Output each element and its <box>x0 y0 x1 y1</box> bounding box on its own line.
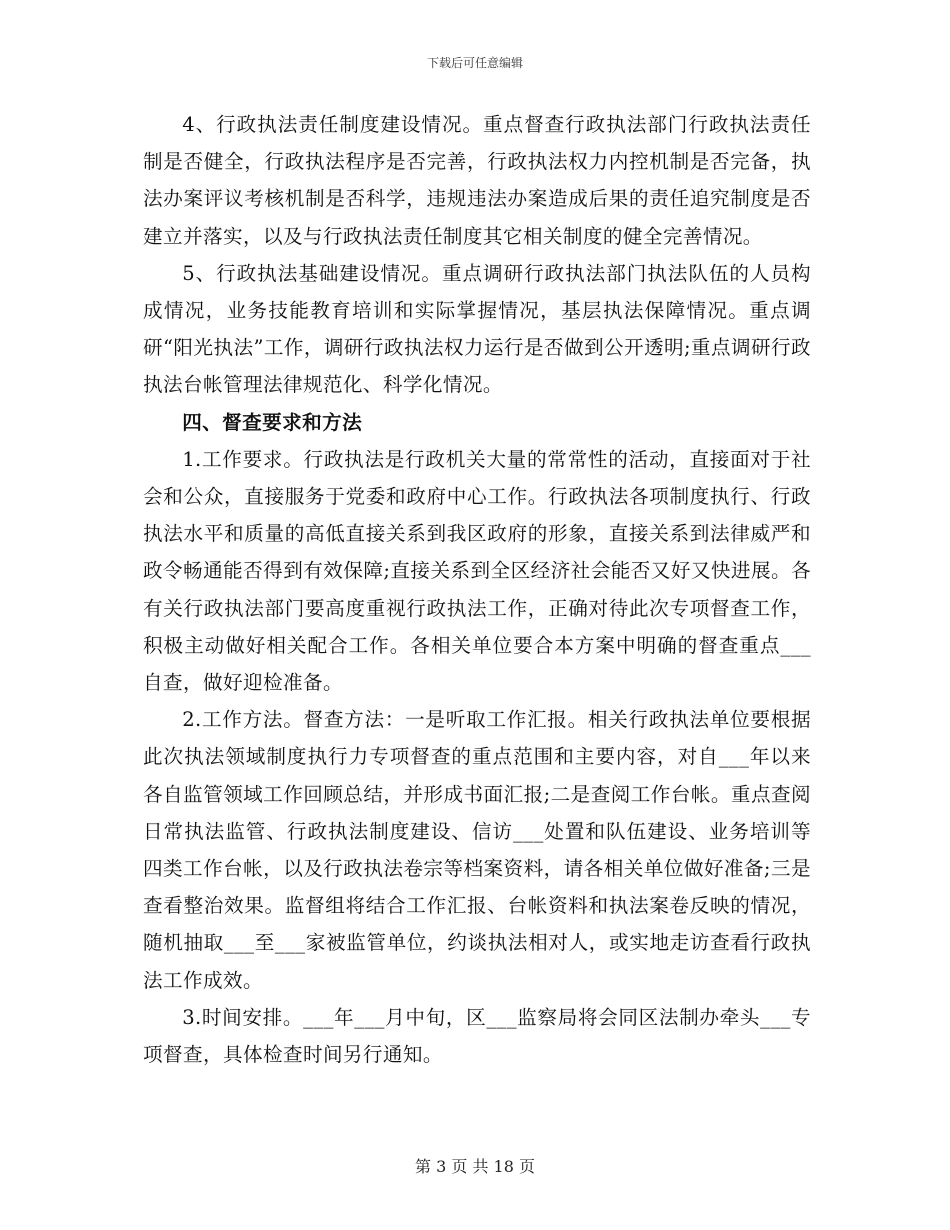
paragraph-schedule: 3.时间安排。___年___月中旬，区___监察局将会同区法制办牵头___专项督查，具体检查时间另行通知。 <box>143 1005 811 1067</box>
paragraph-work-methods: 2.工作方法。督查方法：一是听取工作汇报。相关行政执法单位要根据此次执法领域制度执行力专项督查的重点范围和主要内容，对自___年以来各自监管领域工作回顾总结，并形成书面汇报;二是查阅工作台帐。重点查阅日常执法监管、行政执法制度建设、信访___处置和队伍建设、业务培训等四类工作台帐，以及行政执法卷宗等档案资料，请各相关单位做好准备;三是查看整治效果。监督组将结合工作汇报、台帐资料和执法案卷反映的情况，随机抽取___至___家被监管单位，约谈执法相对人，或实地走访查看行政执法工作成效。 <box>143 708 811 992</box>
paragraph-item-5: 5、行政执法基础建设情况。重点调研行政执法部门执法队伍的人员构成情况，业务技能教育培训和实际掌握情况，基层执法保障情况。重点调研“阳光执法”工作，调研行政执法权力运行是否做到公开透明;重点调研行政执法台帐管理法律规范化、科学化情况。 <box>143 261 811 397</box>
paragraph-item-4: 4、行政执法责任制度建设情况。重点督查行政执法部门行政执法责任制是否健全，行政执法程序是否完善，行政执法权力内控机制是否完备，执法办案评议考核机制是否科学，违规违法办案造成后果的责任追究制度是否建立并落实，以及与行政执法责任制度其它相关制度的健全完善情况。 <box>143 113 811 248</box>
document-body <box>143 106 811 1073</box>
paragraph-work-requirements: 1.工作要求。行政执法是行政机关大量的常常性的活动，直接面对于社会和公众，直接服务于党委和政府中心工作。行政执法各项制度执行、行政执法水平和质量的高低直接关系到我区政府的形象，直接关系到法律威严和政令畅通能否得到有效保障;直接关系到全区经济社会能否又好又快进展。各有关行政执法部门要高度重视行政执法工作，正确对待此次专项督查工作，积极主动做好相关配合工作。各相关单位要合本方案中明确的督查重点___自查，做好迎检准备。 <box>143 447 811 695</box>
page-header-note: 下载后可任意编辑 <box>426 56 523 70</box>
page-footer: 第 3 页 共 18 页 <box>415 1157 535 1176</box>
section-heading: 四、督查要求和方法 <box>182 410 363 434</box>
